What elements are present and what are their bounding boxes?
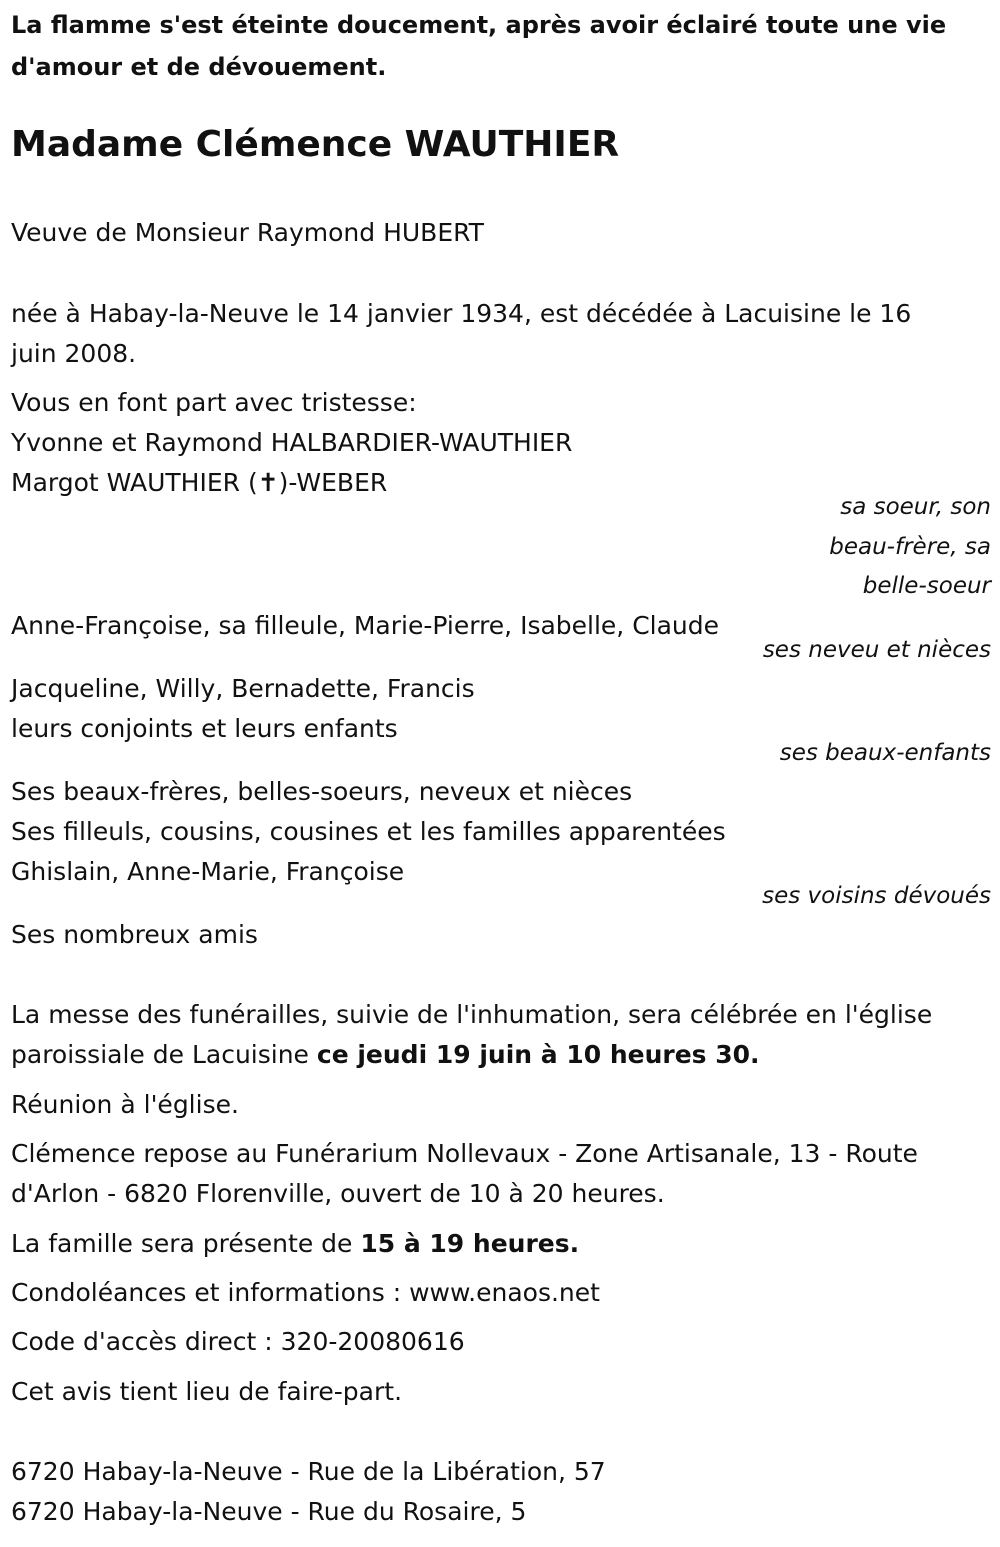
- rest-line-2: d'Arlon - 6820 Florenville, ouvert de 10 à 20 heures.: [11, 1179, 665, 1208]
- family-sister-line-1: Yvonne et Raymond HALBARDIER-WAUTHIER: [11, 428, 573, 457]
- nieces-relation: ses neveu et nièces: [762, 637, 991, 663]
- condolences: Condoléances et informations : www.enaos.net: [11, 1278, 600, 1307]
- friends-line: Ses nombreux amis: [11, 920, 258, 949]
- stepchildren-relation: ses beaux-enfants: [779, 740, 991, 766]
- mass-date-time: ce jeudi 19 juin à 10 heures 30.: [316, 1040, 760, 1069]
- birth-death-line-2: juin 2008.: [11, 339, 137, 368]
- mass-line-2: [11, 1035, 760, 1075]
- inlaws-line: Ses beaux-frères, belles-soeurs, neveux et nièces: [11, 777, 633, 806]
- stepchildren-line-1: Jacqueline, Willy, Bernadette, Francis: [11, 674, 475, 703]
- family-present: [11, 1224, 579, 1264]
- address-2: 6720 Habay-la-Neuve - Rue du Rosaire, 5: [11, 1497, 527, 1526]
- family-sister-line-2: Margot WAUTHIER (✝)-WEBER: [11, 468, 388, 497]
- announce: Vous en font part avec tristesse:: [11, 388, 417, 417]
- sister-relation-3: belle-soeur: [862, 573, 991, 599]
- mass-line-1: La messe des funérailles, suivie de l'inhumation, sera célébrée en l'église: [11, 1000, 933, 1029]
- family-present-hours: 15 à 19 heures.: [360, 1229, 580, 1258]
- rest-line-1: Clémence repose au Funérarium Nollevaux - Zone Artisanale, 13 - Route: [11, 1139, 918, 1168]
- family-present-prefix: La famille sera présente de: [11, 1229, 361, 1258]
- intro-quote: La flamme s'est éteinte doucement, après avoir éclairé toute une vie d'amour et de dévouement.: [11, 11, 947, 81]
- address-1: 6720 Habay-la-Neuve - Rue de la Libération, 57: [11, 1457, 606, 1486]
- mass-location: paroissiale de Lacuisine: [11, 1040, 317, 1069]
- notice: Cet avis tient lieu de faire-part.: [11, 1377, 403, 1406]
- meeting: Réunion à l'église.: [11, 1090, 239, 1119]
- birth-death-line-1: née à Habay-la-Neuve le 14 janvier 1934, est décédée à Lacuisine le 16: [11, 299, 912, 328]
- neighbours-relation: ses voisins dévoués: [762, 883, 991, 909]
- godchildren-line: Ses filleuls, cousins, cousines et les familles apparentées: [11, 817, 726, 846]
- sister-relation-2: beau-frère, sa: [829, 534, 991, 560]
- deceased-name: Madame Clémence WAUTHIER: [11, 124, 620, 165]
- neighbours-line: Ghislain, Anne-Marie, Françoise: [11, 857, 405, 886]
- widow-of: Veuve de Monsieur Raymond HUBERT: [11, 218, 484, 247]
- nieces-line: Anne-Françoise, sa filleule, Marie-Pierre, Isabelle, Claude: [11, 611, 720, 640]
- stepchildren-line-2: leurs conjoints et leurs enfants: [11, 714, 398, 743]
- access-code: Code d'accès direct : 320-20080616: [11, 1327, 465, 1356]
- sister-relation-1: sa soeur, son: [840, 494, 991, 520]
